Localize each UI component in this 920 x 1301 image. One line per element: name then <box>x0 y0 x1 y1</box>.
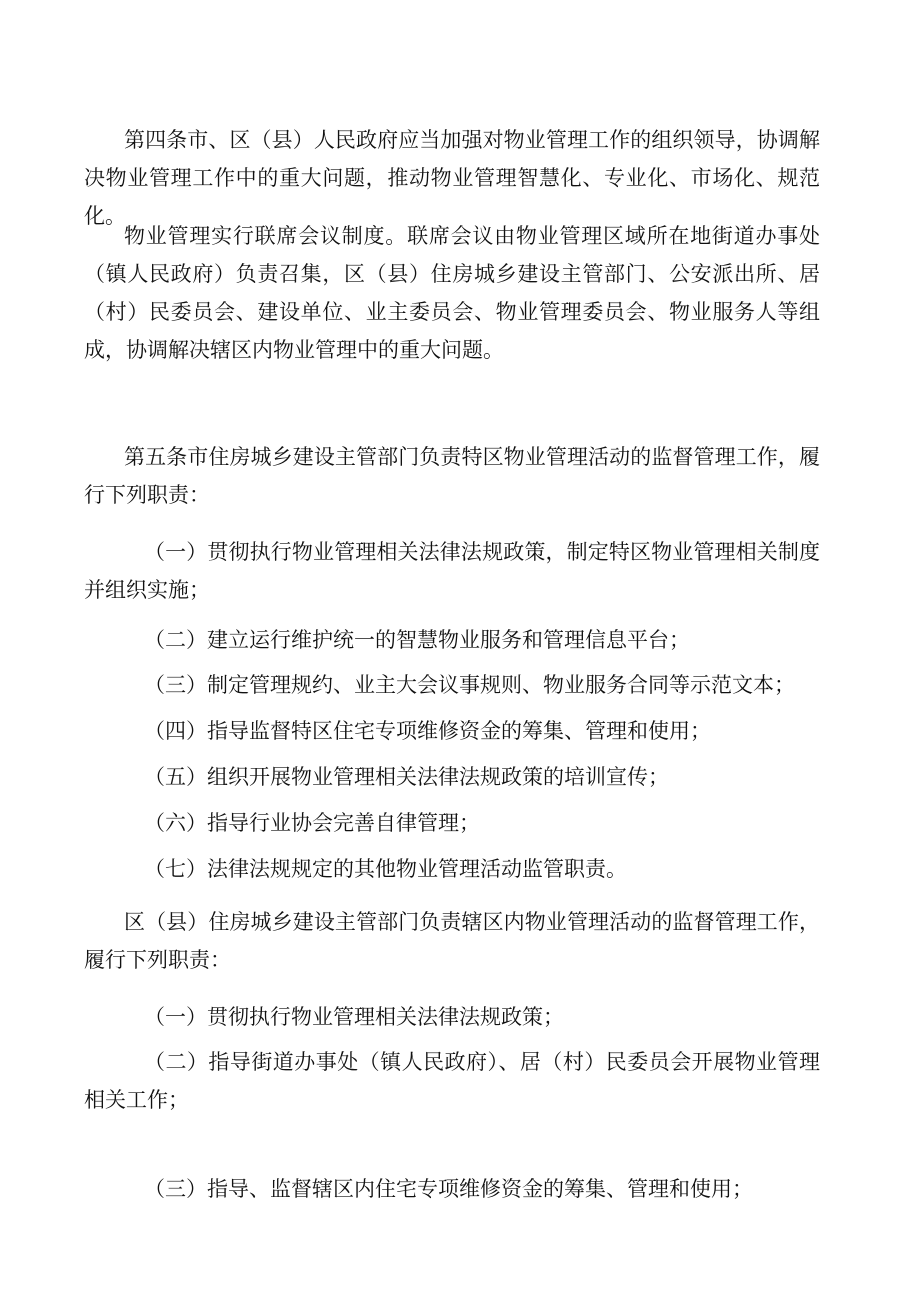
city-duty-item-2: （二）建立运行维护统一的智慧物业服务和管理信息平台； <box>144 628 690 652</box>
district-duty-item-2: （二）指导街道办事处（镇人民政府）、居（村）民委员会开展物业管理相关工作； <box>84 1050 820 1112</box>
joint-meeting-paragraph: 物业管理实行联席会议制度。联席会议由物业管理区域所在地街道办事处（镇人民政府）负责召集，区（县）住房城乡建设主管部门、公安派出所、居（村）民委员会、建设单位、业主委员会、物业管理委员会、物业服务人等组成，协调解决辖区内物业管理中的重大问题。 <box>84 224 820 362</box>
city-duty-item-3: （三）制定管理规约、业主大会议事规则、物业服务合同等示范文本； <box>144 673 795 697</box>
city-duty-item-1: （一）贯彻执行物业管理相关法律法规政策，制定特区物业管理相关制度并组织实施； <box>84 540 820 602</box>
district-duty-item-1: （一）贯彻执行物业管理相关法律法规政策； <box>144 1005 564 1029</box>
city-duty-item-7: （七）法律法规规定的其他物业管理活动监管职责。 <box>144 857 627 881</box>
city-duty-item-5: （五）组织开展物业管理相关法律法规政策的培训宣传； <box>144 765 669 789</box>
article-5-paragraph: 第五条市住房城乡建设主管部门负责特区物业管理活动的监督管理工作，履行下列职责： <box>84 445 820 507</box>
district-duties-paragraph: 区（县）住房城乡建设主管部门负责辖区内物业管理活动的监督管理工作，履行下列职责： <box>84 910 820 972</box>
article-4-paragraph: 第四条市、区（县）人民政府应当加强对物业管理工作的组织领导，协调解决物业管理工作中的重大问题，推动物业管理智慧化、专业化、市场化、规范化。 <box>84 128 820 228</box>
city-duty-item-6: （六）指导行业协会完善自律管理； <box>144 811 480 835</box>
city-duty-item-4: （四）指导监督特区住宅专项维修资金的筹集、管理和使用； <box>144 719 711 743</box>
district-duty-item-3: （三）指导、监督辖区内住宅专项维修资金的筹集、管理和使用； <box>144 1177 753 1201</box>
